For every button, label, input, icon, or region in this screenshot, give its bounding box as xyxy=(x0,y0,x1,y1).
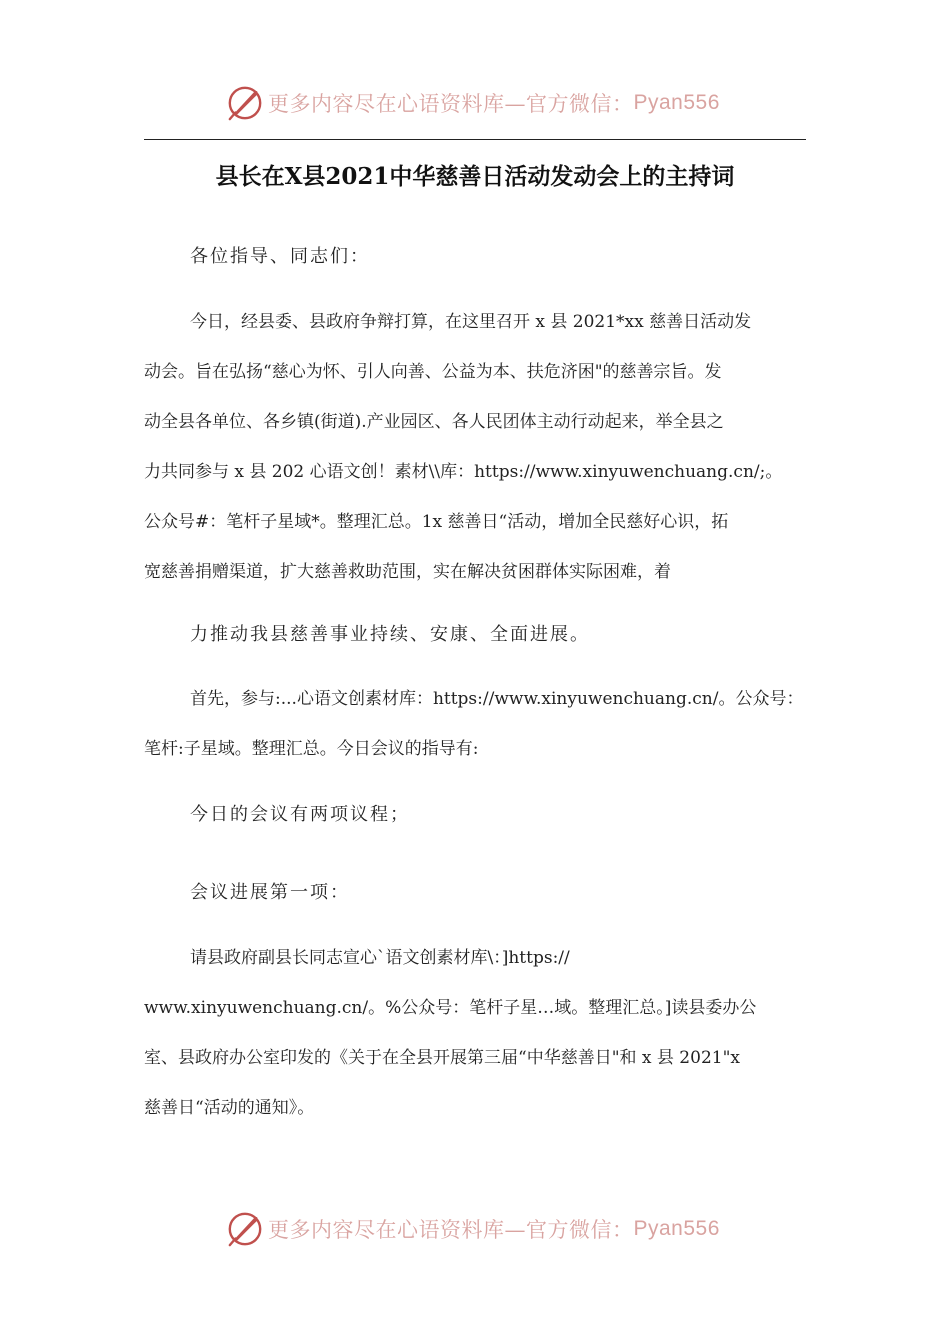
paragraph-line: 今日，经县委、县政府争辩打算，在这里召开 x 县 2021*xx 慈善日活动发 xyxy=(190,312,752,332)
paragraph-line: 力共同参与 x 县 202 心语文创！素材\\库：https://www.xinyuwenchuang.cn/;。 xyxy=(144,462,783,482)
paragraph-5 xyxy=(144,868,806,918)
paragraph-1 xyxy=(144,297,806,597)
paragraph-line: www.xinyuwenchuang.cn/。%公众号：笔杆子星…域。整理汇总。]读县委办公 xyxy=(144,998,757,1018)
paragraph-line: 首先，参与:...心语文创素材库：https://www.xinyuwenchuang.cn/。公众号： xyxy=(190,689,804,709)
paragraph-3 xyxy=(144,674,806,774)
paragraph-line: 笔杆:子星域。整理汇总。今日会议的指导有: xyxy=(144,739,479,759)
footer-wechat-id: Pyan556 xyxy=(633,1217,720,1240)
paragraph-2 xyxy=(144,610,806,660)
paragraph-line: 请县政府副县长同志宣心`语文创素材库\：]https:// xyxy=(190,948,570,968)
paragraph-line: 公众号#：笔杆子星域*。整理汇总。1x 慈善日“活动，增加全民慈好心识，拓 xyxy=(144,512,729,532)
paragraph-line: 会议进展第一项： xyxy=(190,882,350,903)
header-divider xyxy=(144,139,806,140)
salutation xyxy=(144,232,806,282)
header-banner xyxy=(226,81,746,125)
paragraph-line: 力推动我县慈善事业持续、安康、全面进展。 xyxy=(190,624,590,645)
salutation-text: 各位指导、同志们： xyxy=(190,246,370,267)
quill-pen-logo-icon xyxy=(226,1210,264,1248)
paragraph-6 xyxy=(144,933,806,1133)
footer-banner xyxy=(226,1207,746,1251)
header-banner-text: 更多内容尽在心语资料库—官方微信： xyxy=(268,92,634,116)
document-title: 县长在X县2021中华慈善日活动发动会上的主持词 xyxy=(215,163,735,190)
quill-pen-logo-icon xyxy=(226,84,264,122)
footer-banner-text: 更多内容尽在心语资料库—官方微信： xyxy=(268,1218,634,1242)
paragraph-line: 宽慈善捐赠渠道，扩大慈善救助范围，实在解决贫困群体实际困难，着 xyxy=(144,562,671,582)
paragraph-line: 动会。旨在弘扬“慈心为怀、引人向善、公益为本、扶危济困"的慈善宗旨。发 xyxy=(144,362,722,382)
header-wechat-id: Pyan556 xyxy=(633,91,720,114)
paragraph-4 xyxy=(144,790,806,840)
paragraph-line: 慈善日“活动的通知》。 xyxy=(144,1098,315,1118)
paragraph-line: 今日的会议有两项议程； xyxy=(190,804,410,825)
paragraph-line: 室、县政府办公室印发的《关于在全县开展第三届“中华慈善日"和 x 县 2021"x xyxy=(144,1048,740,1068)
paragraph-line: 动全县各单位、各乡镇(街道).产业园区、各人民团体主动行动起来，举全县之 xyxy=(144,412,724,432)
